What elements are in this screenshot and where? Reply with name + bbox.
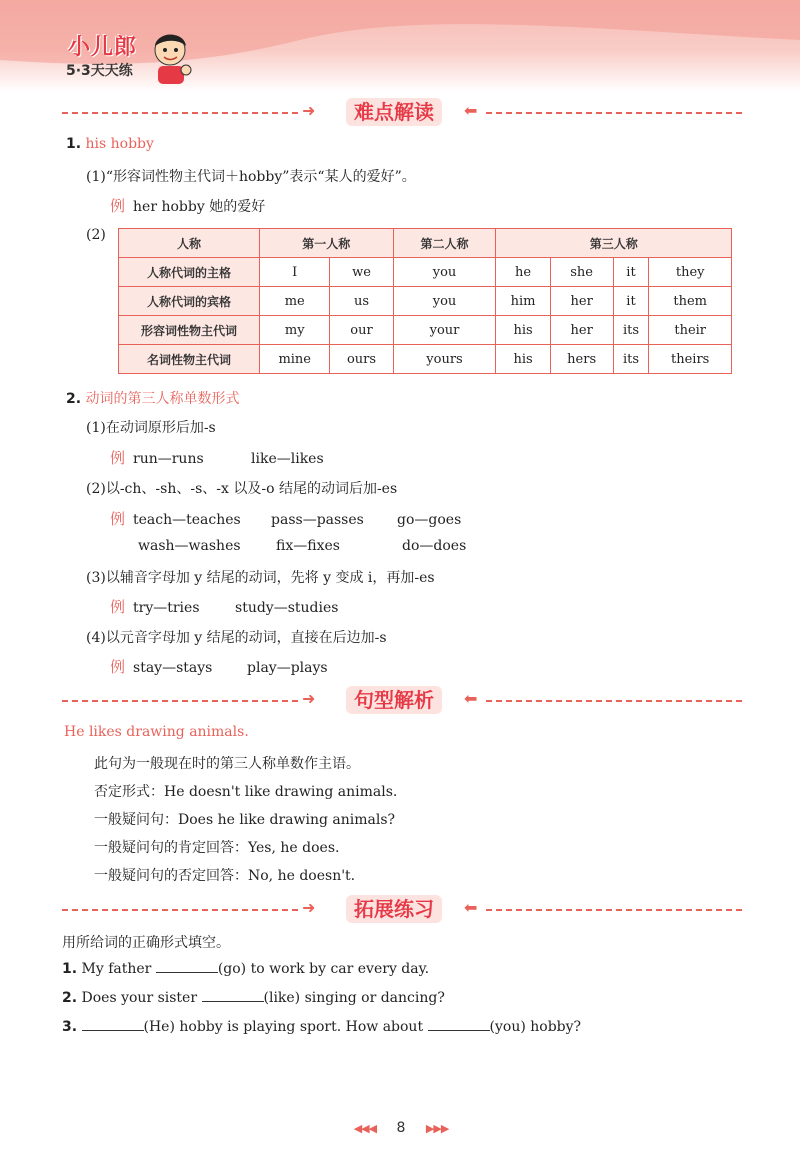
rule-4: (4)以元音字母加 y 结尾的动词，直接在后边加-s <box>86 630 387 646</box>
table-cell: me <box>260 287 330 316</box>
row-label: 人称代词的主格 <box>119 258 260 287</box>
item-number: 2. <box>66 391 82 407</box>
table-cell: his <box>496 345 550 374</box>
example-word: try—tries <box>133 600 200 616</box>
table-cell: her <box>550 287 613 316</box>
sentence-line: 此句为一般现在时的第三人称单数作主语。 <box>94 756 360 772</box>
table-cell: they <box>649 258 732 287</box>
table-cell: them <box>649 287 732 316</box>
divider <box>486 909 742 911</box>
sentence-line: 否定形式：He doesn't like drawing animals. <box>94 784 398 800</box>
table-header: 第三人称 <box>496 229 732 258</box>
practice-question-2 <box>62 989 445 1006</box>
divider <box>486 112 742 114</box>
practice-question-3 <box>62 1018 581 1035</box>
sentence-line: 一般疑问句的肯定回答：Yes, he does. <box>94 840 340 856</box>
question-text: (like) singing or dancing? <box>263 990 445 1006</box>
question-text: (He) hobby is playing sport. How about <box>143 1019 424 1035</box>
table-cell: mine <box>260 345 330 374</box>
point-1-sub2: (2) <box>86 227 106 243</box>
item-number: 1. <box>62 961 78 977</box>
arrow-right-icon: ➜ <box>302 689 316 708</box>
arrow-left-icon: ⬅ <box>464 689 478 708</box>
example-line <box>110 596 338 617</box>
example-word: pass—passes <box>271 512 364 528</box>
table-cell: she <box>550 258 613 287</box>
table-cell: it <box>613 287 649 316</box>
row-label: 人称代词的宾格 <box>119 287 260 316</box>
point-1-heading <box>66 136 154 152</box>
section-title-sentence: 句型解析 <box>346 686 442 714</box>
logo-title: 小儿郎 <box>68 35 138 60</box>
question-text: (go) to work by car every day. <box>217 961 430 977</box>
example-word: go—goes <box>397 512 462 528</box>
example-mark: 例 <box>110 598 126 616</box>
example-line <box>138 538 466 554</box>
table-cell: her <box>550 316 613 345</box>
example-word: wash—washes <box>138 538 241 554</box>
sentence-line: 一般疑问句的否定回答：No, he doesn't. <box>94 868 356 884</box>
divider <box>62 909 298 911</box>
arrow-left-icon: ⬅ <box>464 101 478 120</box>
table-cell: our <box>330 316 393 345</box>
sentence-line: 一般疑问句：Does he like drawing animals? <box>94 812 396 828</box>
example-word: do—does <box>402 538 467 554</box>
divider <box>486 700 742 702</box>
prev-arrows-icon: ◀◀◀ <box>353 1122 377 1135</box>
example-line <box>110 508 461 529</box>
item-number: 3. <box>62 1019 78 1035</box>
section-bar-practice <box>62 895 742 925</box>
example-word: fix—fixes <box>276 538 340 554</box>
section-bar-difficulty <box>62 98 742 128</box>
pronoun-table <box>118 228 732 374</box>
table-row <box>119 258 732 287</box>
example-word: study—studies <box>235 600 339 616</box>
table-cell: it <box>613 258 649 287</box>
table-cell: his <box>496 316 550 345</box>
question-text: Does your sister <box>81 990 198 1006</box>
section-title-difficulty: 难点解读 <box>346 98 442 126</box>
logo <box>64 28 194 90</box>
table-cell: your <box>393 316 496 345</box>
table-cell: hers <box>550 345 613 374</box>
section-bar-sentence <box>62 686 742 716</box>
table-header: 第二人称 <box>393 229 496 258</box>
table-cell: ours <box>330 345 393 374</box>
example-line <box>110 195 265 216</box>
example-mark: 例 <box>110 658 126 676</box>
rule-3: (3)以辅音字母加 y 结尾的动词，先将 y 变成 i，再加-es <box>86 570 435 586</box>
table-cell: you <box>393 258 496 287</box>
practice-instruction: 用所给词的正确形式填空。 <box>62 935 230 951</box>
divider <box>62 112 298 114</box>
rule-1: (1)在动词原形后加-s <box>86 420 216 436</box>
table-cell: its <box>613 345 649 374</box>
page-number-value: 8 <box>396 1120 406 1136</box>
example-word: teach—teaches <box>133 512 241 528</box>
point-2-title: 动词的第三人称单数形式 <box>85 391 240 407</box>
table-cell: its <box>613 316 649 345</box>
answer-blank[interactable] <box>156 960 218 973</box>
table-header-row <box>119 229 732 258</box>
example-mark: 例 <box>110 449 126 467</box>
table-header: 第一人称 <box>260 229 394 258</box>
row-label: 形容词性物主代词 <box>119 316 260 345</box>
example-line <box>110 447 324 468</box>
example-line <box>110 656 328 677</box>
example-word: stay—stays <box>133 660 213 676</box>
next-arrows-icon: ▶▶▶ <box>425 1122 449 1135</box>
arrow-right-icon: ➜ <box>302 101 316 120</box>
row-label: 名词性物主代词 <box>119 345 260 374</box>
answer-blank[interactable] <box>428 1018 490 1031</box>
example-text: her hobby 她的爱好 <box>133 199 266 215</box>
practice-question-1 <box>62 960 429 977</box>
table-cell: you <box>393 287 496 316</box>
table-cell: theirs <box>649 345 732 374</box>
logo-subtitle: 5·3天天练 <box>66 63 133 79</box>
answer-blank[interactable] <box>82 1018 144 1031</box>
item-number: 2. <box>62 990 78 1006</box>
question-text: My father <box>81 961 152 977</box>
table-cell: my <box>260 316 330 345</box>
mascot-boy-icon <box>148 28 194 86</box>
table-cell: he <box>496 258 550 287</box>
item-number: 1. <box>66 136 82 152</box>
point-1-title: his hobby <box>85 136 154 152</box>
arrow-right-icon: ➜ <box>302 898 316 917</box>
example-word: play—plays <box>247 660 328 676</box>
table-cell: we <box>330 258 393 287</box>
table-cell: yours <box>393 345 496 374</box>
table-cell: us <box>330 287 393 316</box>
example-word: like—likes <box>251 451 324 467</box>
example-mark: 例 <box>110 510 126 528</box>
table-row <box>119 345 732 374</box>
example-mark: 例 <box>110 197 126 215</box>
table-cell: him <box>496 287 550 316</box>
point-1-sub1: (1)“形容词性物主代词＋hobby”表示“某人的爱好”。 <box>86 169 416 185</box>
table-header: 人称 <box>119 229 260 258</box>
page-number <box>336 1120 466 1136</box>
arrow-left-icon: ⬅ <box>464 898 478 917</box>
answer-blank[interactable] <box>202 989 264 1002</box>
section-title-practice: 拓展练习 <box>346 895 442 923</box>
table-cell: their <box>649 316 732 345</box>
sentence-title: He likes drawing animals. <box>64 724 249 740</box>
example-word: run—runs <box>133 451 204 467</box>
table-cell: I <box>260 258 330 287</box>
divider <box>62 700 298 702</box>
point-2-heading <box>66 388 240 408</box>
rule-2: (2)以-ch、-sh、-s、-x 以及-o 结尾的动词后加-es <box>86 481 398 497</box>
question-text: (you) hobby? <box>489 1019 582 1035</box>
table-row <box>119 316 732 345</box>
table-row <box>119 287 732 316</box>
